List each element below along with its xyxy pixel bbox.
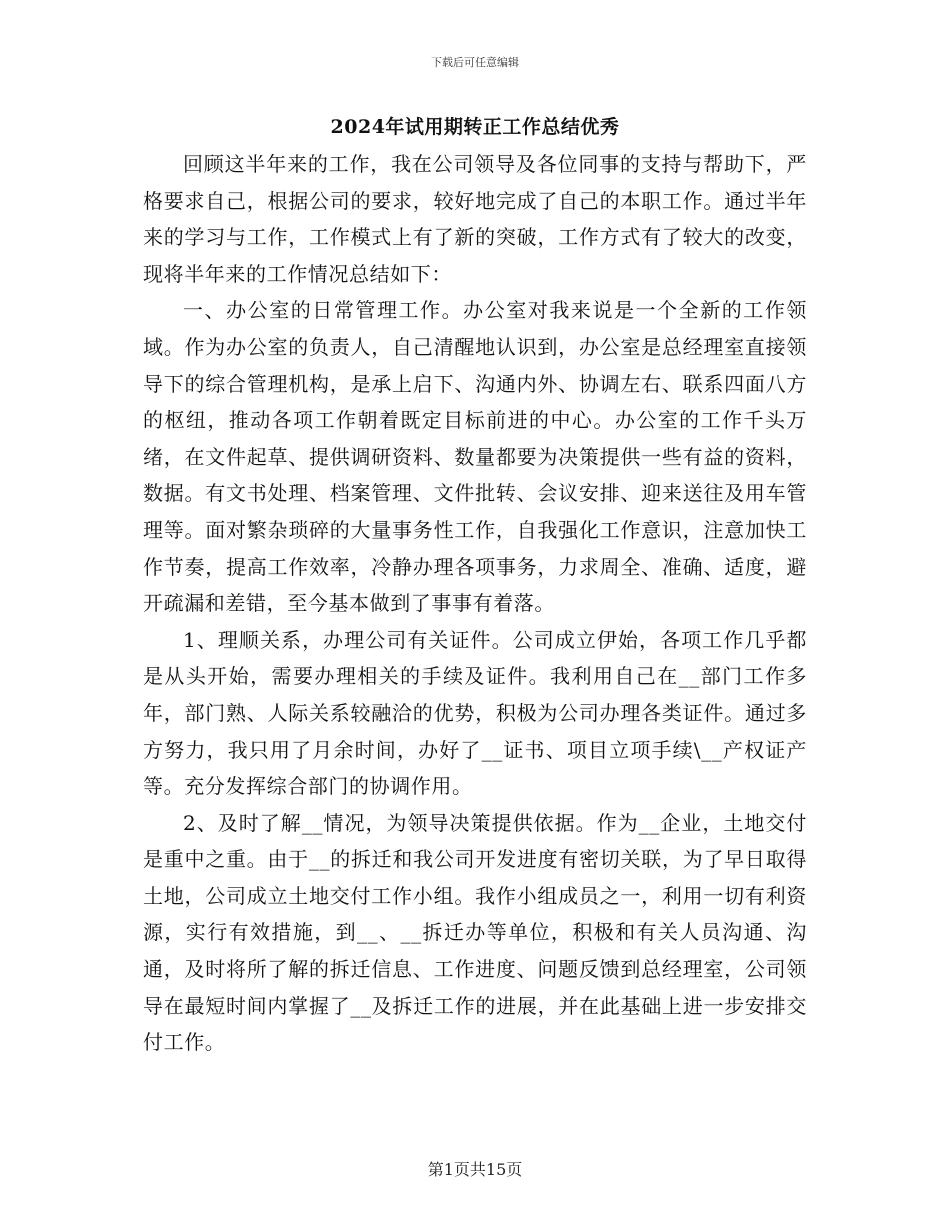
- paragraph-office-management: 一、办公室的日常管理工作。办公室对我来说是一个全新的工作领域。作为办公室的负责人，自己清醒地认识到，办公室是总经理室直接领导下的综合管理机构，是承上启下、沟通内外、协调左右、联系四面八方的枢纽，推动各项工作朝着既定目标前进的中心。办公室的工作千头万绪，在文件起草、提供调研资料、数量都要为决策提供一些有益的资料，数据。有文书处理、档案管理、文件批转、会议安排、迎来送往及用车管理等。面对繁杂琐碎的大量事务性工作，自我强化工作意识，注意加快工作节奏，提高工作效率，冷静办理各项事务，力求周全、准确、适度，避开疏漏和差错，至今基本做到了事事有着落。: [143, 298, 807, 616]
- page-number-footer: 第1页共15页: [427, 1160, 523, 1179]
- paragraph-land-delivery: 2、及时了解__情况，为领导决策提供依据。作为__企业，土地交付是重中之重。由于__的拆迁和我公司开发进度有密切关联，为了早日取得土地，公司成立土地交付工作小组。我作小组成员之一，利用一切有利资源，实行有效措施，到__、__拆迁办等单位，积极和有关人员沟通、沟通，及时将所了解的拆迁信息、工作进度、问题反馈到总经理室，公司领导在最短时间内掌握了__及拆迁工作的进展，并在此基础上进一步安排交付工作。: [143, 810, 807, 1055]
- header-note: 下载后可任意编辑: [431, 56, 519, 69]
- document-body: [143, 146, 807, 1061]
- paragraph-intro: 回顾这半年来的工作，我在公司领导及各位同事的支持与帮助下，严格要求自己，根据公司的要求，较好地完成了自己的本职工作。通过半年来的学习与工作，工作模式上有了新的突破，工作方式有了较大的改变，现将半年来的工作情况总结如下：: [143, 152, 807, 286]
- document-title: 2024年试用期转正工作总结优秀: [330, 116, 620, 138]
- paragraph-certificates: 1、理顺关系，办理公司有关证件。公司成立伊始，各项工作几乎都是从头开始，需要办理相关的手续及证件。我利用自己在__部门工作多年，部门熟、人际关系较融洽的优势，积极为公司办理各类证件。通过多方努力，我只用了月余时间，办好了__证书、项目立项手续\__产权证产等。充分发挥综合部门的协调作用。: [143, 627, 807, 799]
